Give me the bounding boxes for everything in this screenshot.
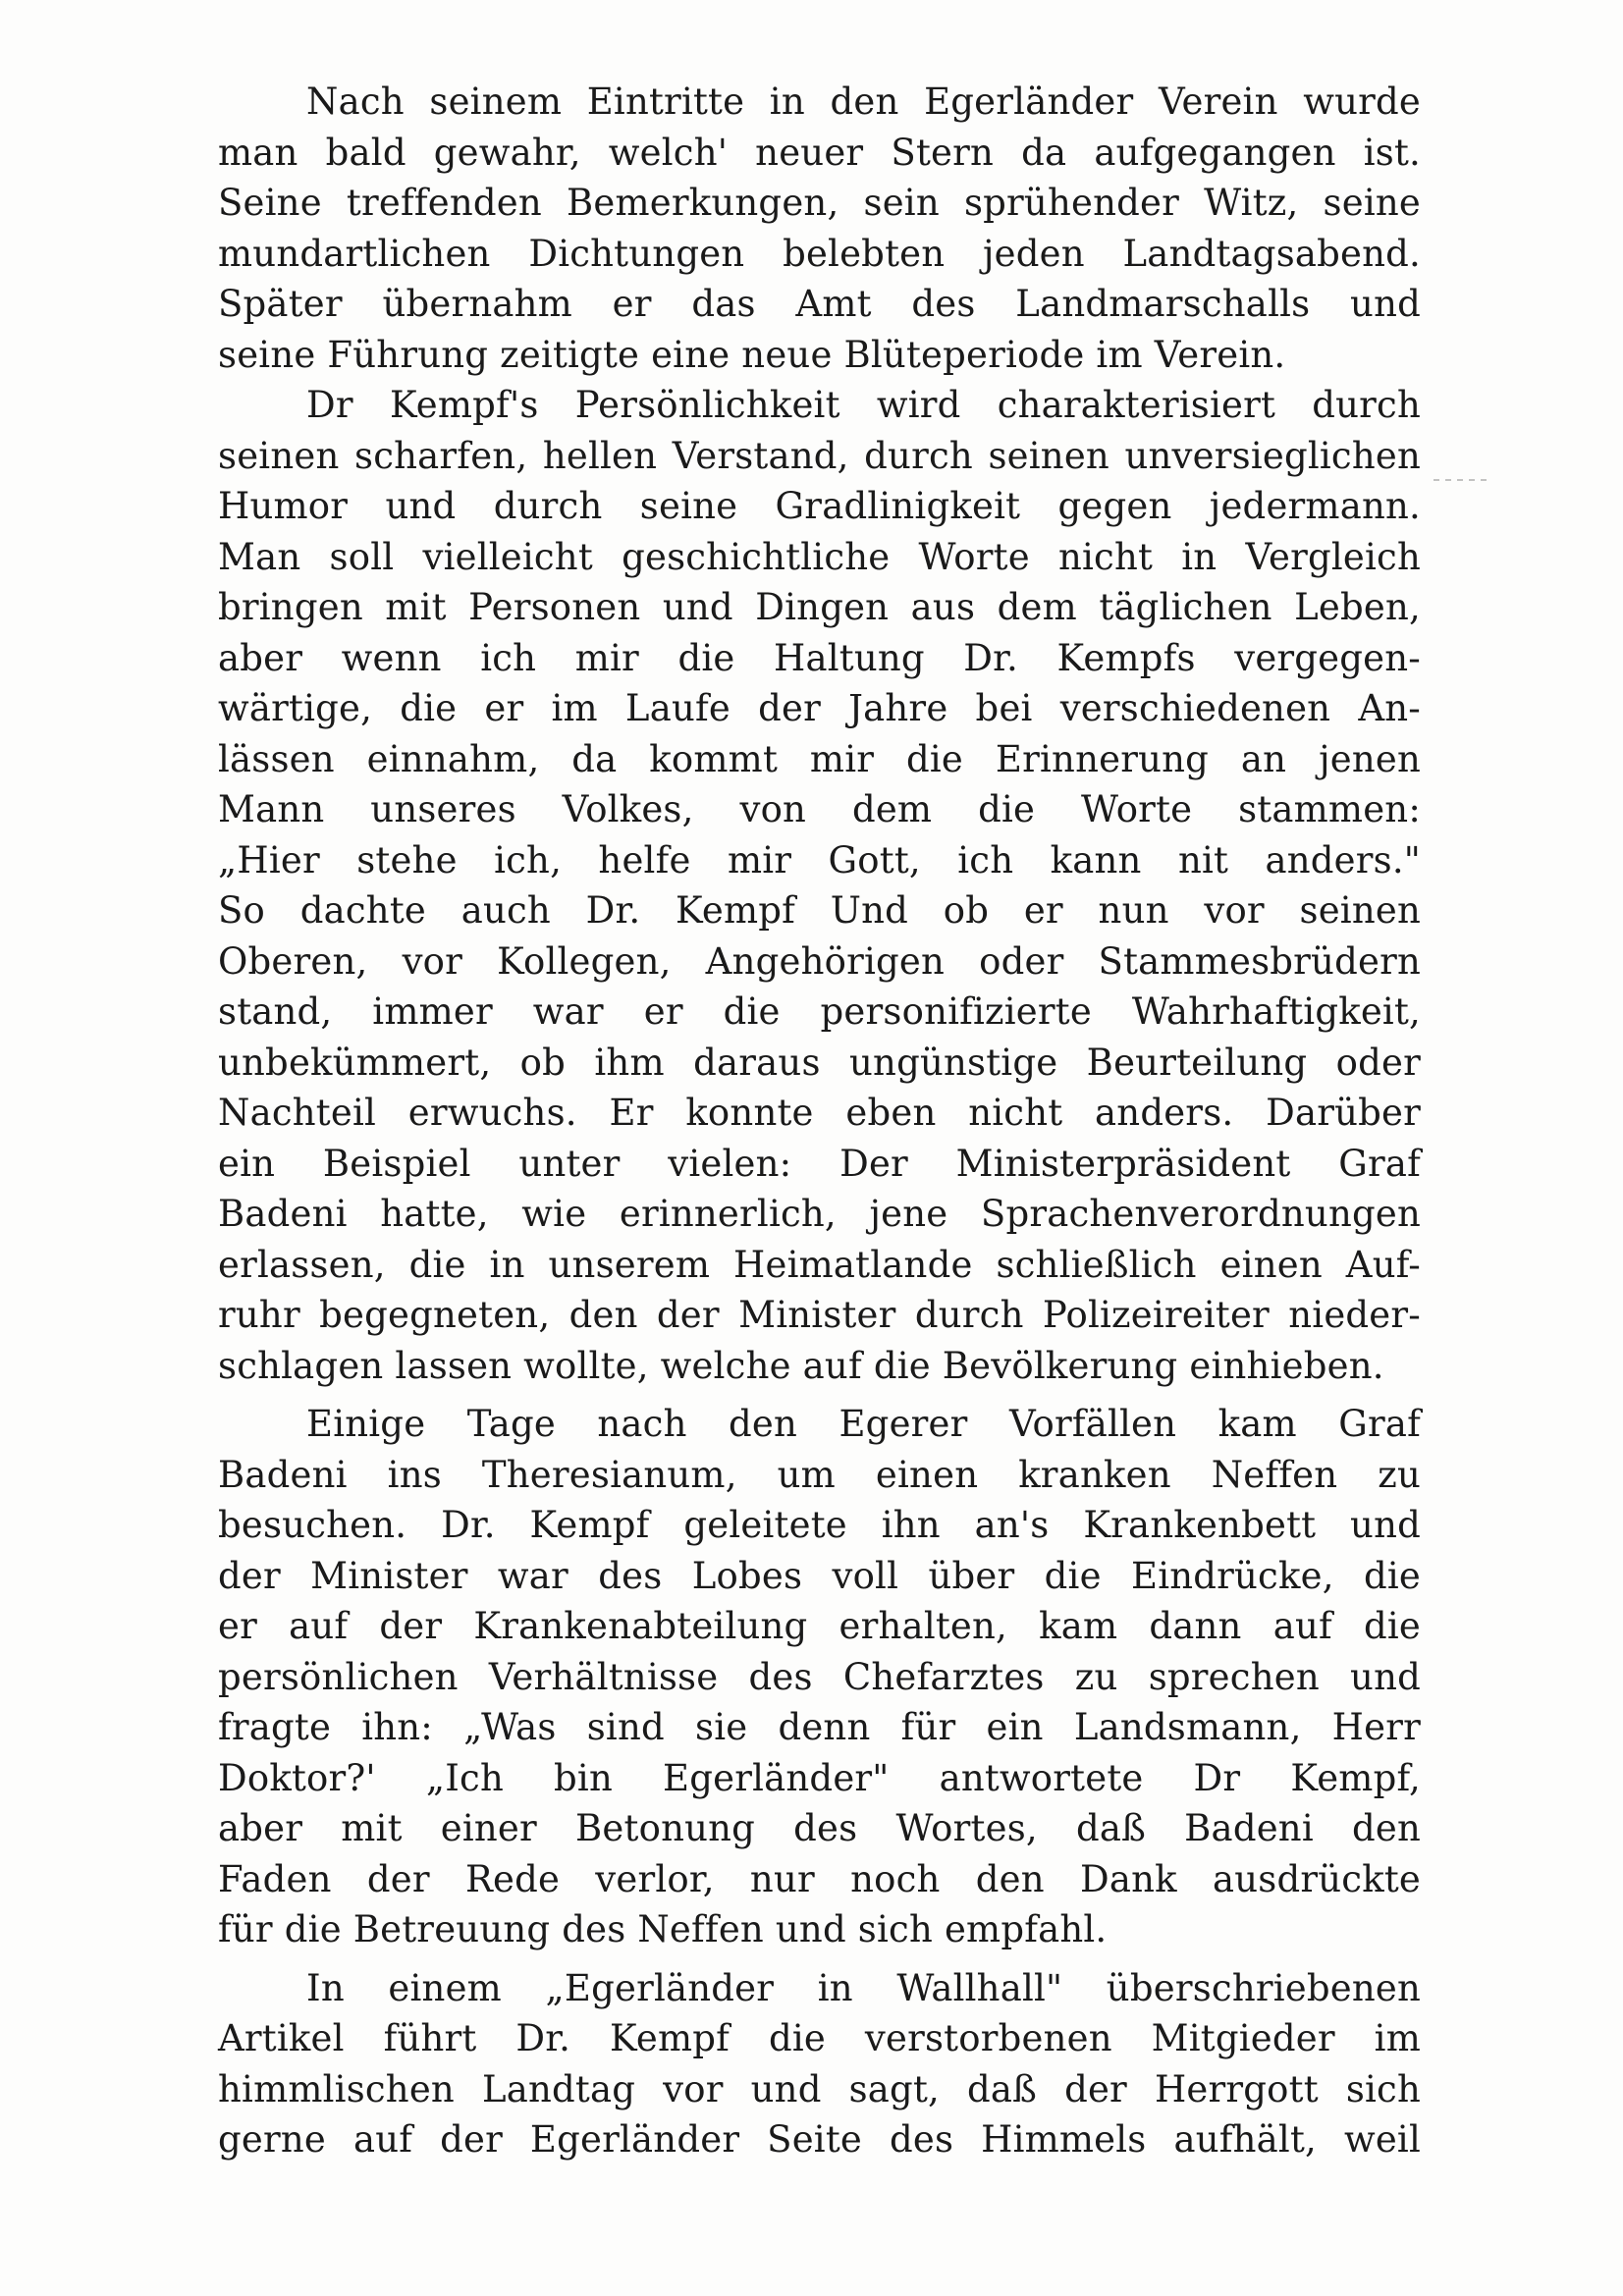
text-line: lässen einnahm, da kommt mir die Erinnerung an jenen (218, 737, 1421, 780)
text-line: Doktor?' „Ich bin Egerländer" antwortete Dr Kempf, (218, 1756, 1421, 1799)
text-line: Seine treffenden Bemerkungen, sein sprühender Witz, seine (218, 182, 1421, 224)
text-line: himmlischen Landtag vor und sagt, daß der Herrgott sich (218, 2067, 1421, 2110)
text-line: man bald gewahr, welch' neuer Stern da aufgegangen ist. (218, 131, 1421, 174)
text-line: der Minister war des Lobes voll über die Eindrücke, die (218, 1554, 1421, 1597)
text-line: „Hier stehe ich, helfe mir Gott, ich kann nit anders." (218, 838, 1421, 881)
text-line: Badeni ins Theresianum, um einen kranken Neffen zu (218, 1453, 1421, 1496)
text-line: er auf der Krankenabteilung erhalten, kam dann auf die (218, 1605, 1421, 1647)
text-column (218, 77, 1421, 2165)
text-line: persönlichen Verhältnisse des Chefarztes zu sprechen und (218, 1655, 1421, 1698)
text-line: wärtige, die er im Laufe der Jahre bei verschiedenen An- (218, 687, 1421, 729)
text-line: schlagen lassen wollte, welche auf die Bevölkerung einhieben. (218, 1344, 1384, 1387)
text-line: So dachte auch Dr. Kempf Und ob er nun vor seinen (218, 889, 1421, 932)
text-line: Einige Tage nach den Egerer Vorfällen kam Graf (306, 1403, 1421, 1445)
paragraph-2 (218, 380, 1421, 1391)
text-line: Faden der Rede verlor, nur noch den Dank ausdrückte (218, 1857, 1421, 1900)
scan-artifact (1434, 479, 1488, 481)
text-line: Dr Kempf's Persönlichkeit wird charakterisiert durch (306, 384, 1421, 426)
paragraph-1 (218, 77, 1421, 380)
text-line: ruhr begegneten, den der Minister durch Polizeireiter nieder- (218, 1294, 1421, 1336)
text-line: stand, immer war er die personifizierte Wahrhaftigkeit, (218, 990, 1421, 1033)
text-line: erlassen, die in unserem Heimatlande schließlich einen Auf- (218, 1243, 1421, 1286)
text-line: bringen mit Personen und Dingen aus dem täglichen Leben, (218, 586, 1421, 628)
text-line: Humor und durch seine Gradlinigkeit gegen jedermann. (218, 485, 1421, 527)
text-line: mundartlichen Dichtungen belebten jeden Landtagsabend. (218, 232, 1421, 275)
text-line: besuchen. Dr. Kempf geleitete ihn an's Krankenbett und (218, 1504, 1421, 1546)
text-line: Nach seinem Eintritte in den Egerländer Verein wurde (306, 80, 1421, 123)
text-line: unbekümmert, ob ihm daraus ungünstige Beurteilung oder (218, 1041, 1421, 1084)
text-line: Mann unseres Volkes, von dem die Worte stammen: (218, 788, 1421, 830)
text-line: ein Beispiel unter vielen: Der Ministerpräsident Graf (218, 1142, 1421, 1185)
text-line: Später übernahm er das Amt des Landmarschalls und (218, 283, 1421, 325)
text-line: fragte ihn: „Was sind sie denn für ein Landsmann, Herr (218, 1706, 1421, 1748)
text-line: seine Führung zeitigte eine neue Blüteperiode im Verein. (218, 333, 1286, 376)
text-line: für die Betreuung des Neffen und sich empfahl. (218, 1908, 1108, 1950)
text-line: gerne auf der Egerländer Seite des Himmels aufhält, weil (218, 2118, 1421, 2161)
text-line: Nachteil erwuchs. Er konnte eben nicht anders. Darüber (218, 1092, 1421, 1134)
text-line: Man soll vielleicht geschichtliche Worte nicht in Vergleich (218, 535, 1421, 578)
paragraph-3 (218, 1399, 1421, 1955)
text-line: seinen scharfen, hellen Verstand, durch seinen unversieglichen (218, 434, 1421, 477)
text-line: Oberen, vor Kollegen, Angehörigen oder Stammesbrüdern (218, 939, 1421, 983)
text-line: aber wenn ich mir die Haltung Dr. Kempfs vergegen- (218, 636, 1421, 679)
text-line: aber mit einer Betonung des Wortes, daß Badeni den (218, 1807, 1421, 1849)
paragraph-4 (218, 1963, 1421, 2165)
text-line: Artikel führt Dr. Kempf die verstorbenen Mitgieder im (218, 2017, 1421, 2059)
paragraph-gap (218, 1391, 1421, 1399)
text-line: Badeni hatte, wie erinnerlich, jene Sprachenverordnungen (218, 1193, 1421, 1235)
text-line: In einem „Egerländer in Wallhall" überschriebenen (306, 1966, 1421, 2009)
paragraph-gap (218, 1955, 1421, 1963)
